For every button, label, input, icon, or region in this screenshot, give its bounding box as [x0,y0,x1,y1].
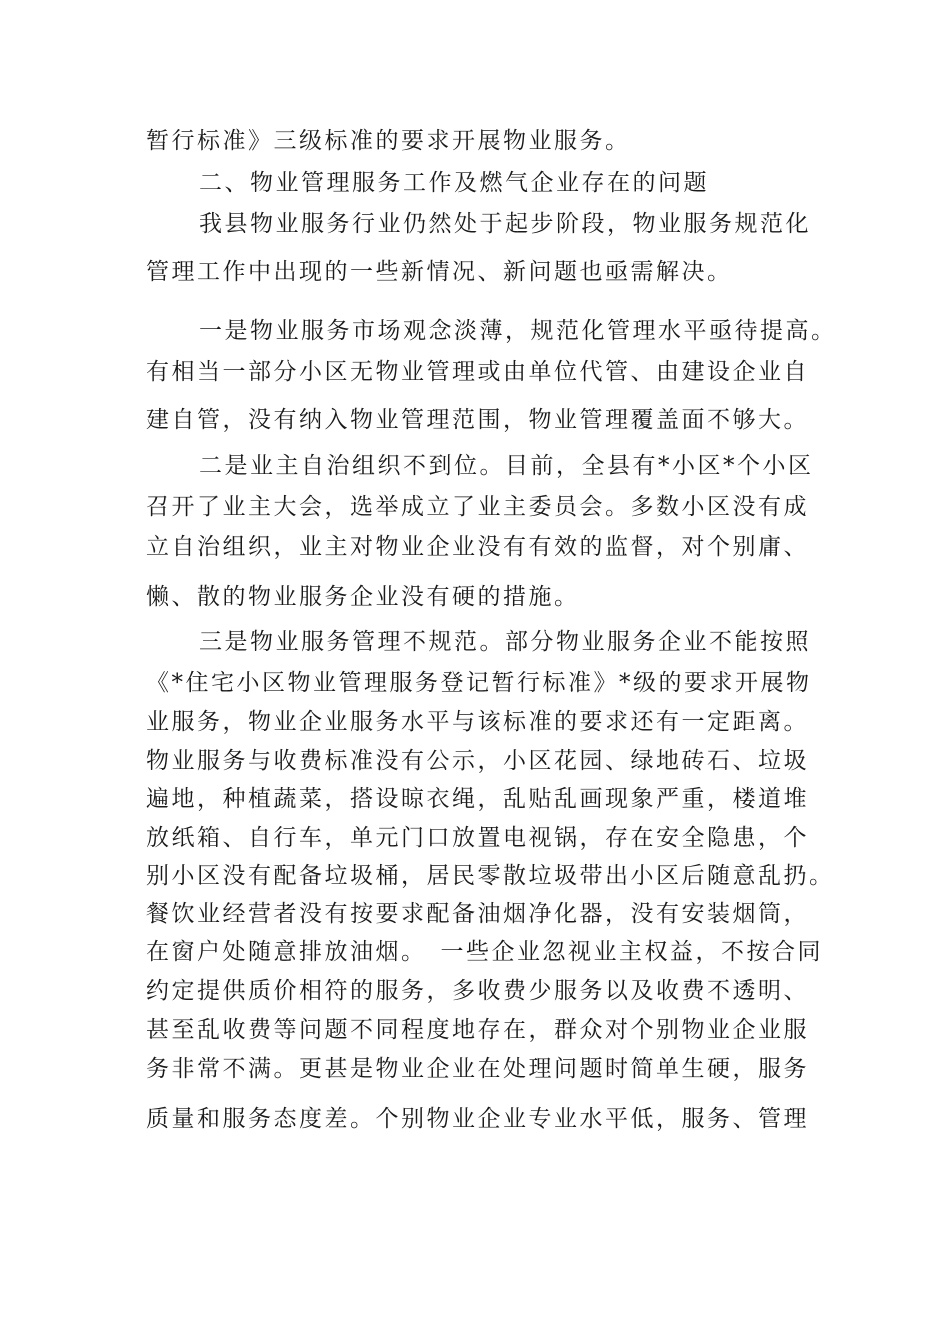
text-line: 物业服务与收费标准没有公示，小区花园、绿地砖石、垃圾 [146,748,809,774]
text-line: 甚至乱收费等问题不同程度地存在，群众对个别物业企业服 [146,1017,809,1043]
text-line: 放纸箱、自行车，单元门口放置电视锅，存在安全隐患，个 [146,825,809,851]
text-line: 三是物业服务管理不规范。部分物业服务企业不能按照 [199,629,811,655]
text-line: 业服务，物业企业服务水平与该标准的要求还有一定距离。 [146,709,809,735]
text-line: 《*住宅小区物业管理服务登记暂行标准》*级的要求开展物 [146,670,812,696]
text-line: 立自治组织，业主对物业企业没有有效的监督，对个别庸、 [146,534,809,560]
text-line: 约定提供质价相符的服务，多收费少服务以及收费不透明、 [146,978,809,1004]
text-line: 建自管，没有纳入物业管理范围，物业管理覆盖面不够大。 [146,407,809,433]
text-line: 在窗户处随意排放油烟。 一些企业忽视业主权益，不按合同 [146,939,823,965]
text-line: 二是业主自治组织不到位。目前，全县有*小区*个小区 [199,453,814,479]
text-line: 务非常不满。更甚是物业企业在处理问题时简单生硬，服务 [146,1056,809,1082]
text-line: 遍地，种植蔬菜，搭设晾衣绳，乱贴乱画现象严重，楼道堆 [146,786,809,812]
text-line: 一是物业服务市场观念淡薄，规范化管理水平亟待提高。 [199,318,837,344]
text-line: 餐饮业经营者没有按要求配备油烟净化器，没有安装烟筒， [146,901,809,927]
text-line: 质量和服务态度差。个别物业企业专业水平低，服务、管理 [146,1106,809,1132]
text-line: 有相当一部分小区无物业管理或由单位代管、由建设企业自 [146,359,809,385]
text-line: 我县物业服务行业仍然处于起步阶段，物业服务规范化 [199,211,811,237]
text-line: 召开了业主大会，选举成立了业主委员会。多数小区没有成 [146,494,809,520]
section-heading: 二、物业管理服务工作及燃气企业存在的问题 [199,170,709,196]
text-line: 别小区没有配备垃圾桶，居民零散垃圾带出小区后随意乱扔。 [146,863,835,889]
text-line: 管理工作中出现的一些新情况、新问题也亟需解决。 [146,259,733,285]
text-line: 懒、散的物业服务企业没有硬的措施。 [146,584,580,610]
text-line: 暂行标准》三级标准的要求开展物业服务。 [146,128,631,154]
